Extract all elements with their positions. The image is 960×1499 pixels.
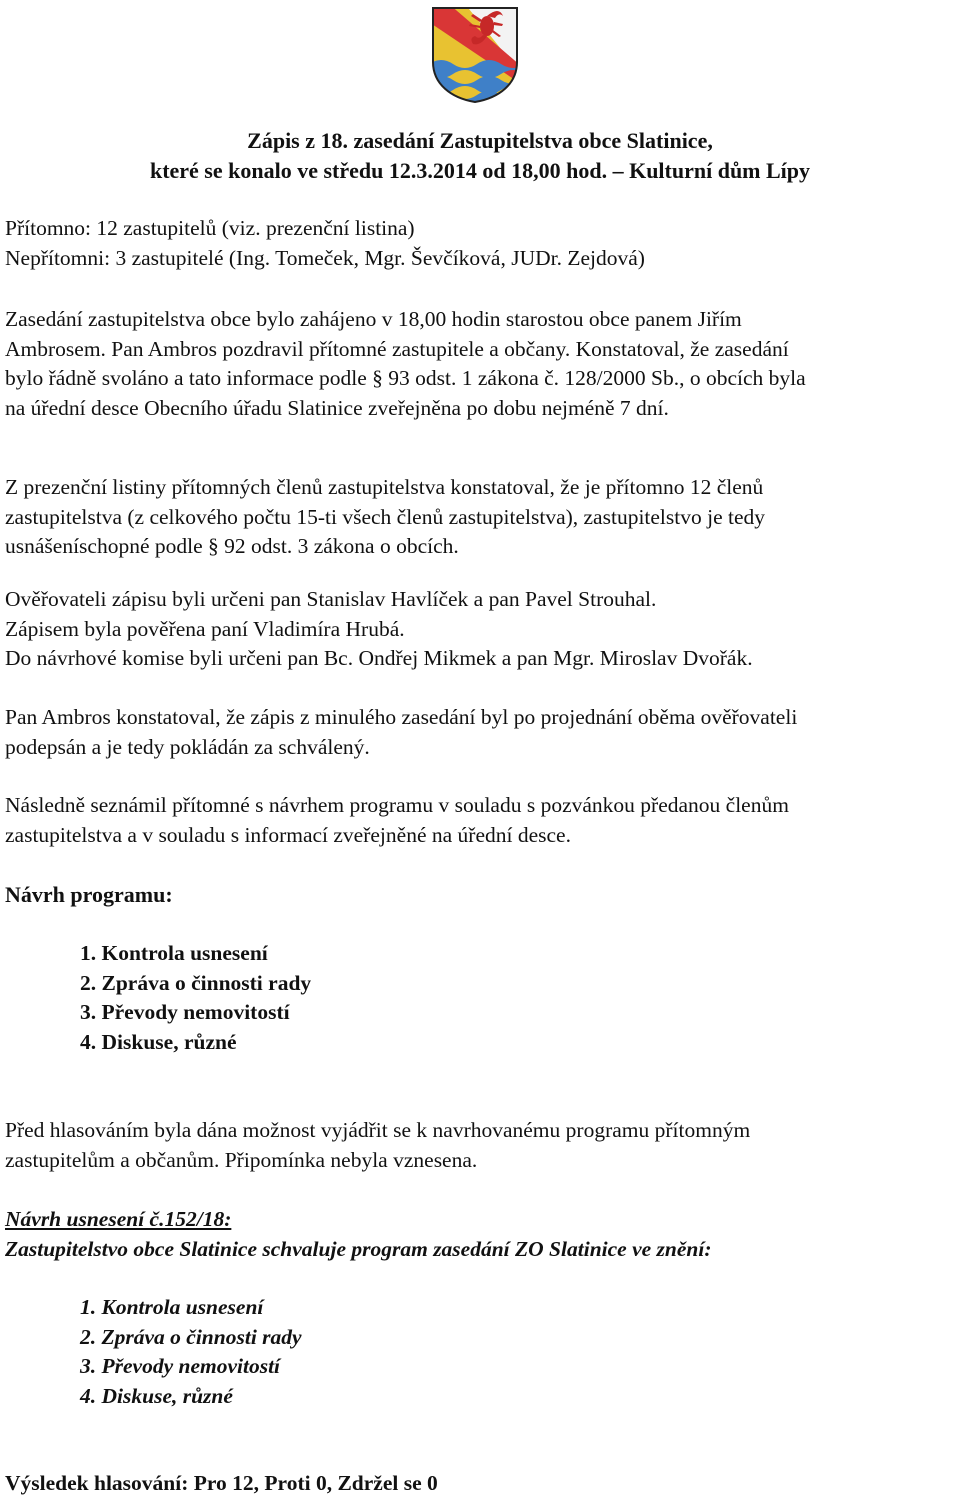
paragraph-line: na úřední desce Obecního úřadu Slatinice zveřejněna po dobu nejméně 7 dní. — [5, 395, 669, 420]
paragraph-line: Do návrhové komise byli určeni pan Bc. Ondřej Mikmek a pan Mgr. Miroslav Dvořák. — [5, 646, 753, 670]
list-item: 4. Diskuse, různé — [80, 1029, 237, 1054]
paragraph-line: Zápisem byla pověřena paní Vladimíra Hrubá. — [5, 616, 405, 641]
list-item: 2. Zpráva o činnosti rady — [80, 970, 312, 995]
resolution-heading: Návrh usnesení č.152/18: — [5, 1207, 232, 1231]
program-list — [80, 939, 311, 1057]
list-item: 3. Převody nemovitostí — [80, 1000, 290, 1024]
paragraph-line: usnášeníschopné podle § 92 odst. 3 zákona o obcích. — [5, 534, 459, 558]
list-item: 1. Kontrola usnesení — [80, 1295, 264, 1319]
list-item: 3. Převody nemovitostí — [80, 1354, 281, 1378]
paragraph-line: Pan Ambros konstatoval, že zápis z minulého zasedání byl po projednání oběma ověřovateli — [5, 705, 798, 729]
paragraph-line: Následně seznámil přítomné s návrhem programu v souladu s pozvánkou předanou členům — [5, 793, 789, 817]
program-intro-paragraph — [5, 791, 955, 850]
resolution-program-list — [80, 1293, 302, 1411]
paragraph-line: Ambrosem. Pan Ambros pozdravil přítomné zastupitele a občany. Konstatoval, že zasedání — [5, 336, 789, 361]
paragraph-line: zastupitelstva (z celkového počtu 15-ti všech členů zastupitelstva), zastupitelstvo je tedy — [5, 504, 766, 529]
resolution-section — [5, 1205, 955, 1264]
paragraph-line: zastupitelstva a v souladu s informací zveřejněné na úřední desce. — [5, 822, 571, 847]
quorum-paragraph — [5, 473, 955, 562]
before-vote-paragraph — [5, 1116, 955, 1175]
paragraph-line: bylo řádně svoláno a tato informace podle § 93 odst. 1 zákona č. 128/2000 Sb., o obcích byla — [5, 366, 806, 390]
attendance-absent: Nepřítomni: 3 zastupitelé (Ing. Tomeček, Mgr. Ševčíková, JUDr. Zejdová) — [5, 245, 645, 270]
municipal-coat-of-arms-scorpion-icon — [429, 4, 521, 104]
paragraph-line: Zasedání zastupitelstva obce bylo zahájeno v 18,00 hodin starostou obce panem Jiřím — [5, 307, 742, 331]
document-title-line-1: Zápis z 18. zasedání Zastupitelstva obce Slatinice, — [247, 128, 713, 153]
resolution-statement: Zastupitelstvo obce Slatinice schvaluje program zasedání ZO Slatinice ve znění: — [5, 1236, 712, 1261]
paragraph-line: podepsán a je tedy pokládán za schválený. — [5, 734, 370, 759]
paragraph-line: Ověřovateli zápisu byli určeni pan Stanislav Havlíček a pan Pavel Strouhal. — [5, 587, 657, 611]
attendance-present: Přítomno: 12 zastupitelů (viz. prezenční listina) — [5, 216, 415, 240]
attendance-section — [5, 214, 955, 273]
paragraph-line: Před hlasováním byla dána možnost vyjádřit se k navrhovanému programu přítomným — [5, 1118, 751, 1142]
opening-paragraph — [5, 305, 955, 423]
program-heading: Návrh programu: — [5, 882, 173, 907]
paragraph-line: Z prezenční listiny přítomných členů zastupitelstva konstatoval, že je přítomno 12 členů — [5, 475, 764, 499]
roles-paragraph — [5, 585, 955, 674]
list-item: 1. Kontrola usnesení — [80, 941, 268, 965]
document-title-line-2: které se konalo ve středu 12.3.2014 od 18,00 hod. – Kulturní dům Lípy — [149, 158, 811, 183]
vote-result: Výsledek hlasování: Pro 12, Proti 0, Zdržel se 0 — [5, 1471, 438, 1495]
list-item: 4. Diskuse, různé — [80, 1383, 233, 1408]
list-item: 2. Zpráva o činnosti rady — [80, 1324, 302, 1349]
previous-minutes-paragraph — [5, 703, 955, 762]
paragraph-line: zastupitelům a občanům. Připomínka nebyla vznesena. — [5, 1147, 478, 1172]
